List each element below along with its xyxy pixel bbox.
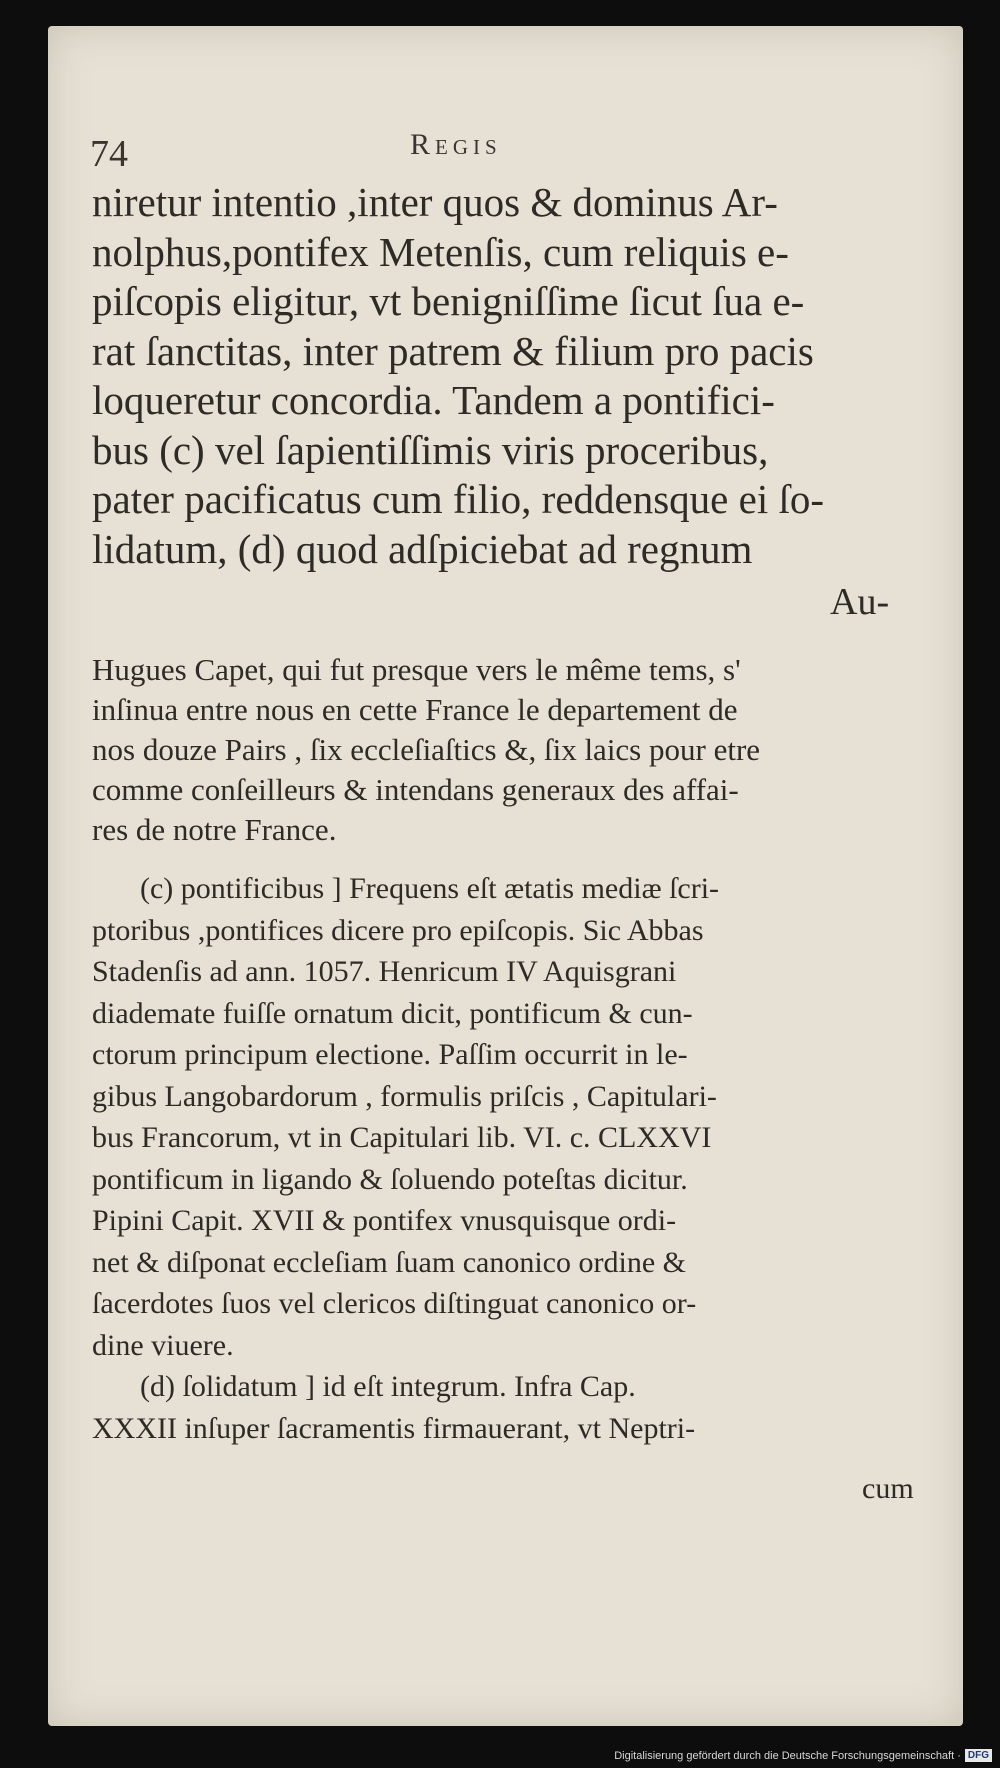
french-note-line: nos douze Pairs , ſix eccleſiaſtics &, ſix laics pour etre [92,732,761,767]
main-text-block [92,178,902,574]
digitization-credit [614,1749,992,1762]
footnotes-block [92,868,902,1449]
french-note-line: comme conſeilleurs & intendans generaux des affai- [92,772,739,807]
main-text-line: rat ſanctitas, inter patrem & filium pro pacis [92,327,814,374]
footnote-line: ptoribus ,pontifices dicere pro epiſcopis. Sic Abbas [92,913,704,947]
main-text-line: loqueretur concordia. Tandem a pontifici- [92,377,775,423]
footnote-line: dine viuere. [92,1328,234,1362]
french-note-line: res de notre France. [92,812,337,847]
footnote-line: bus Francorum, vt in Capitulari lib. VI. c. CLXXVI [92,1121,712,1154]
main-text-line: niretur intentio ,inter quos & dominus Ar- [92,179,778,225]
main-text-catchword: Au- [830,581,890,623]
running-head: Regis [410,128,502,161]
main-text-line: bus (c) vel ſapientiſſimis viris proceribus, [92,426,769,473]
footnote-line: XXXII inſuper ſacramentis firmauerant, vt Neptri- [92,1411,696,1445]
main-text-line: nolphus,pontifex Metenſis, cum reliquis e- [92,228,789,275]
main-text-line: lidatum, (d) quod adſpiciebat ad regnum [92,525,753,572]
french-note-block [92,650,902,850]
page-header [90,118,870,178]
footnote-line: diademate fuiſſe ornatum dicit, pontificum & cun- [92,996,693,1030]
footnote-line: gibus Langobardorum , formulis priſcis , Capitulari- [92,1079,717,1113]
french-note-line: inſinua entre nous en cette France le departement de [92,692,738,727]
footnote-line: ſacerdotes ſuos vel clericos diſtinguat canonico or- [92,1287,697,1320]
footnote-line: (c) pontificibus ] Frequens eſt ætatis mediæ ſcri- [140,872,720,905]
main-text-line: pater pacificatus cum filio, reddensque ei ſo- [92,476,825,522]
credit-text: Digitalisierung gefördert durch die Deutsche Forschungsgemeinschaft · [614,1749,961,1762]
footnote-line: Stadenſis ad ann. 1057. Henricum IV Aquisgrani [92,955,677,988]
footnote-line: (d) ſolidatum ] id eſt integrum. Infra Cap. [140,1370,636,1403]
dfg-logo: DFG [965,1749,992,1762]
footnote-catchword: cum [862,1472,914,1505]
footnote-line: net & diſponat eccleſiam ſuam canonico ordine & [92,1245,686,1279]
page-number: 74 [90,133,128,175]
footnote-line: Pipini Capit. XVII & pontifex vnusquisque ordi- [92,1204,677,1237]
main-text-line: piſcopis eligitur, vt benigniſſime ſicut ſua e- [92,278,805,324]
footnote-line: pontificum in ligando & ſoluendo poteſtas dicitur. [92,1162,688,1196]
footnote-line: ctorum principum electione. Paſſim occurrit in le- [92,1038,688,1071]
french-note-line: Hugues Capet, qui fut presque vers le même tems, s' [92,652,741,687]
